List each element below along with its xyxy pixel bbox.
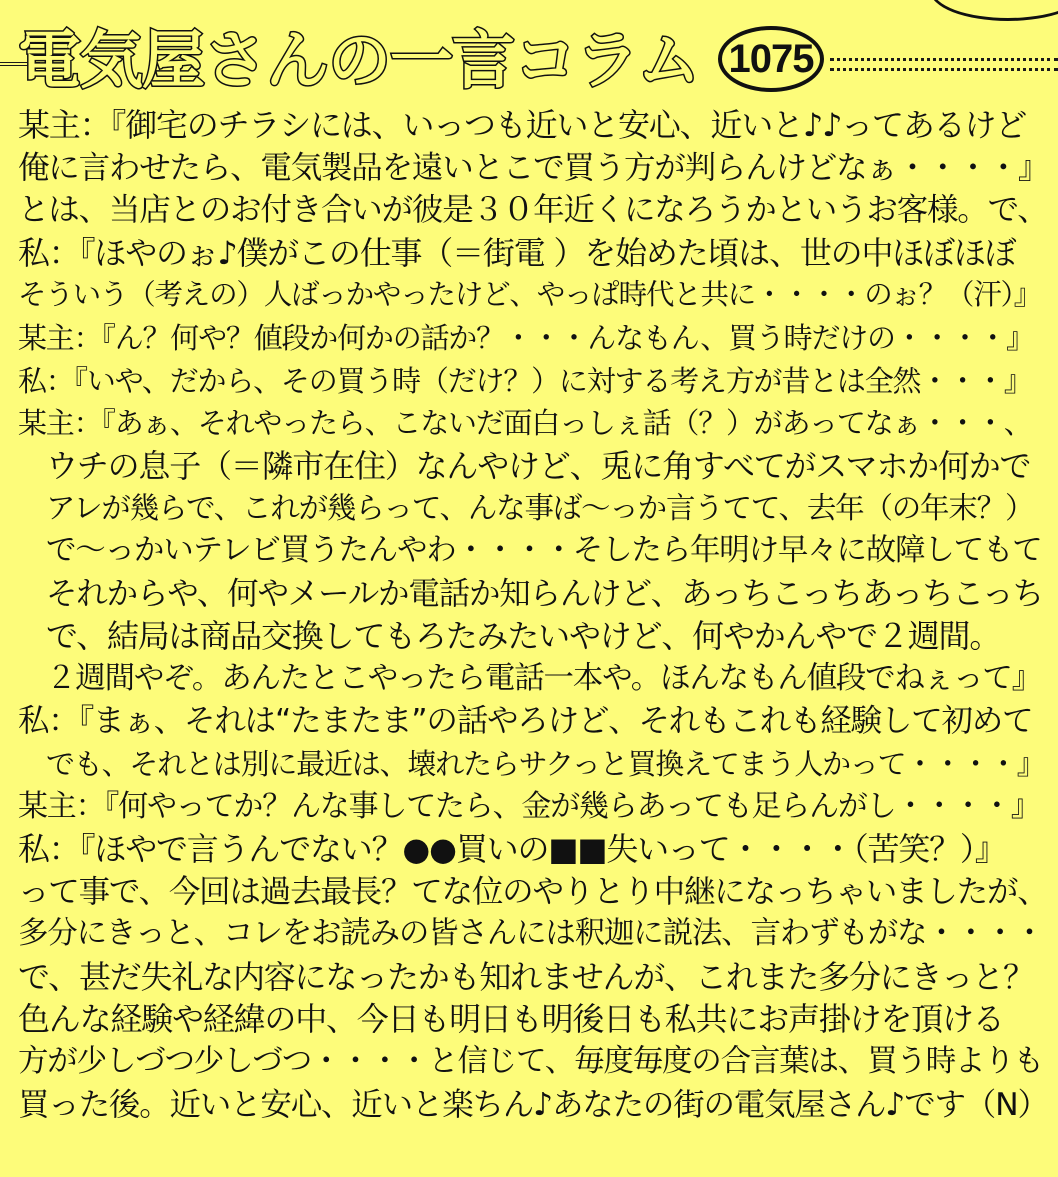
body-line: で～っかいテレビ買うたんやわ・・・・そしたら年明け早々に故障してもて bbox=[46, 532, 1042, 568]
issue-number-badge: 1075 bbox=[718, 26, 824, 92]
body-line: 多分にきっと、コレをお読みの皆さんには釈迦に説法、言わずもがな・・・・ bbox=[18, 916, 1044, 952]
body-line: って事で、今回は過去最長？てな位のやりとり中継になっちゃいましたが、 bbox=[18, 873, 1048, 910]
body-line: で、甚だ失礼な内容になったかも知れませんが、これまた多分にきっと？ bbox=[18, 957, 1034, 996]
body-line: 私：『ほやで言うんでない？●●買いの■■失いって・・・・（苦笑？）』 bbox=[18, 830, 1006, 869]
body-line: 私：『ほやのぉ♪僕がこの仕事（＝街電 ）を始めた頃は、世の中ほぼほぼ bbox=[18, 233, 1016, 272]
body-line: 私：『いや、だから、その買う時（だけ？）に対する考え方が昔とは全然・・・』 bbox=[18, 363, 1032, 398]
body-line: 某主：『あぁ、それやったら、こないだ面白っしぇ話（？）があってなぁ・・・、 bbox=[18, 406, 1032, 441]
body-line: 方が少しづつ少しづつ・・・・と信じて、毎度毎度の合言葉は、買う時よりも bbox=[18, 1044, 1043, 1080]
body-line: ２週間やぞ。あんたとこやったら電話一本や。ほんなもん値段でねぇって』 bbox=[46, 660, 1041, 696]
title-rule-right-top bbox=[830, 58, 1058, 61]
body-line: 俺に言わせたら、電気製品を遠いとこで買う方が判らんけどなぁ・・・・』 bbox=[18, 149, 1048, 186]
body-line: 某主：『何やってか？んな事してたら、金が幾らあっても足らんがし・・・・』 bbox=[18, 788, 1040, 824]
body-line: 買った後。近いと安心、近いと楽ちん♪あなたの街の電気屋さん♪です（N） bbox=[18, 1086, 1048, 1123]
body-line: 某主：『御宅のチラシには、いっつも近いと安心、近いと♪♪ってあるけど bbox=[18, 106, 1027, 144]
body-line: でも、それとは別に最近は、壊れたらサクっと買換えてまう人かって・・・・』 bbox=[46, 746, 1045, 781]
body-line: そういう（考えの）人ばっかやったけど、やっぱ時代と共に・・・・のぉ？（汗）』 bbox=[18, 278, 1041, 312]
column-body bbox=[18, 104, 1048, 1126]
body-line: ウチの息子（＝隣市在住）なんやけど、兎に角すべてがスマホか何かで bbox=[46, 446, 1031, 485]
body-line: それからや、何やメールか電話か知らんけど、あっちこっちあっちこっち bbox=[46, 575, 1043, 612]
body-line: で、結局は商品交換してもろたみたいやけど、何やかんやで２週間。 bbox=[46, 617, 1001, 656]
body-line: 某主：『ん？何や？値段か何かの話か？・・・んなもん、買う時だけの・・・・』 bbox=[18, 320, 1034, 355]
title-rule-right-bottom bbox=[830, 68, 1058, 71]
body-line: 色んな経験や経緯の中、今日も明日も明後日も私共にお声掛けを頂ける bbox=[18, 1000, 1004, 1039]
corner-decoration bbox=[930, 0, 1058, 21]
body-line: とは、当店とのお付き合いが彼是３０年近くになろうかというお客様。で、 bbox=[18, 192, 1048, 229]
column-title: 電気屋さんの一言コラム bbox=[18, 24, 700, 97]
body-line: アレが幾らで、これが幾らって、んな事ば～っか言うてて、去年（の年末？） bbox=[46, 491, 1034, 526]
body-line: 私：『まぁ、それは“たまたま”の話やろけど、それもこれも経験して初めて bbox=[18, 703, 1033, 740]
